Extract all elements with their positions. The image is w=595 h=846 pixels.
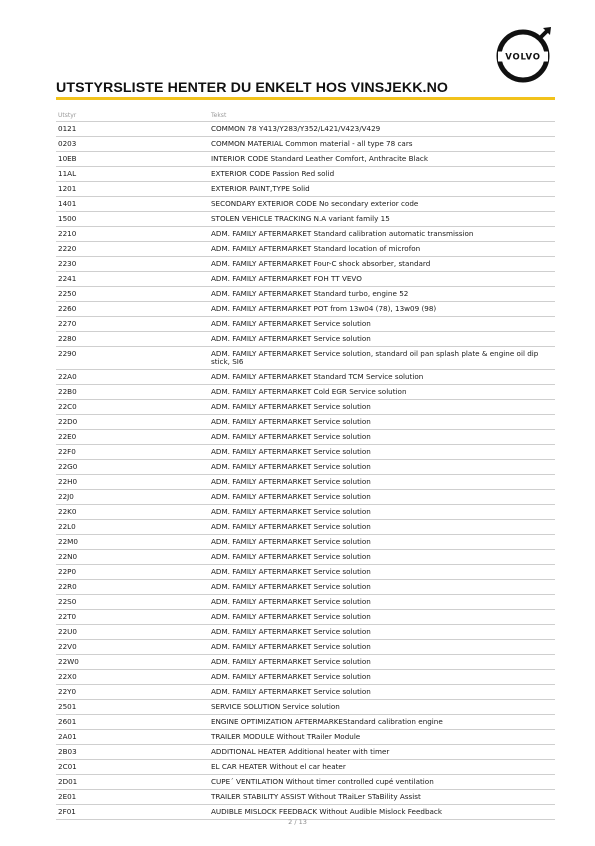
equipment-code: 22A0 [56, 370, 209, 385]
equipment-code: 22R0 [56, 580, 209, 595]
equipment-code: 2270 [56, 317, 209, 332]
equipment-code: 2501 [56, 700, 209, 715]
svg-text:VOLVO: VOLVO [505, 52, 541, 63]
equipment-code: 22Y0 [56, 685, 209, 700]
equipment-code: 22C0 [56, 400, 209, 415]
equipment-text: ADM. FAMILY AFTERMARKET Service solution [209, 580, 555, 595]
table-row [56, 287, 555, 302]
table-row [56, 610, 555, 625]
equipment-code: 22T0 [56, 610, 209, 625]
equipment-text: ADM. FAMILY AFTERMARKET Four-C shock absorber, standard [209, 257, 555, 272]
table-row [56, 460, 555, 475]
table-row [56, 655, 555, 670]
equipment-code: 22L0 [56, 520, 209, 535]
equipment-text: INTERIOR CODE Standard Leather Comfort, Anthracite Black [209, 152, 555, 167]
equipment-text: ADM. FAMILY AFTERMARKET Standard turbo, engine 52 [209, 287, 555, 302]
equipment-code: 22P0 [56, 565, 209, 580]
table-header-row [56, 109, 555, 122]
table-row [56, 227, 555, 242]
column-header-utstyr: Utstyr [56, 109, 209, 122]
equipment-text: ADM. FAMILY AFTERMARKET Service solution [209, 550, 555, 565]
equipment-code: 2210 [56, 227, 209, 242]
table-row [56, 242, 555, 257]
equipment-text: ADM. FAMILY AFTERMARKET Service solution [209, 460, 555, 475]
table-row [56, 317, 555, 332]
equipment-code: 2280 [56, 332, 209, 347]
equipment-code: 2A01 [56, 730, 209, 745]
equipment-code: 10EB [56, 152, 209, 167]
equipment-code: 22N0 [56, 550, 209, 565]
equipment-code: 2F01 [56, 805, 209, 820]
equipment-code: 2250 [56, 287, 209, 302]
table-row [56, 385, 555, 400]
table-row [56, 670, 555, 685]
table-row [56, 430, 555, 445]
table-row [56, 400, 555, 415]
equipment-code: 0121 [56, 122, 209, 137]
equipment-code: 1401 [56, 197, 209, 212]
table-row [56, 257, 555, 272]
table-row [56, 332, 555, 347]
equipment-code: 22F0 [56, 445, 209, 460]
equipment-text: ADM. FAMILY AFTERMARKET Service solution [209, 490, 555, 505]
table-row [56, 182, 555, 197]
equipment-code: 1500 [56, 212, 209, 227]
table-row [56, 137, 555, 152]
table-row [56, 302, 555, 317]
equipment-text: ADM. FAMILY AFTERMARKET Service solution [209, 565, 555, 580]
equipment-text: COMMON 78 Y413/Y283/Y352/L421/V423/V429 [209, 122, 555, 137]
table-row [56, 595, 555, 610]
equipment-text: ADM. FAMILY AFTERMARKET FOH TT VEVO [209, 272, 555, 287]
equipment-text: TRAILER STABILITY ASSIST Without TRaiLer STaBility Assist [209, 790, 555, 805]
table-row [56, 775, 555, 790]
table-row [56, 197, 555, 212]
equipment-code: 22V0 [56, 640, 209, 655]
equipment-code: 22W0 [56, 655, 209, 670]
table-row [56, 535, 555, 550]
equipment-text: CUPE´ VENTILATION Without timer controlled cupé ventilation [209, 775, 555, 790]
table-row [56, 490, 555, 505]
equipment-text: SERVICE SOLUTION Service solution [209, 700, 555, 715]
equipment-text: ADM. FAMILY AFTERMARKET Service solution [209, 475, 555, 490]
table-row [56, 520, 555, 535]
equipment-text: ADDITIONAL HEATER Additional heater with timer [209, 745, 555, 760]
table-row [56, 152, 555, 167]
equipment-code: 22K0 [56, 505, 209, 520]
equipment-text: ADM. FAMILY AFTERMARKET Service solution [209, 655, 555, 670]
equipment-text: ADM. FAMILY AFTERMARKET POT from 13w04 (78), 13w09 (98) [209, 302, 555, 317]
equipment-code: 2601 [56, 715, 209, 730]
table-row [56, 167, 555, 182]
equipment-text: SECONDARY EXTERIOR CODE No secondary exterior code [209, 197, 555, 212]
equipment-text: EXTERIOR CODE Passion Red solid [209, 167, 555, 182]
equipment-code: 22M0 [56, 535, 209, 550]
equipment-text: ADM. FAMILY AFTERMARKET Service solution [209, 400, 555, 415]
equipment-text: STOLEN VEHICLE TRACKING N.A variant family 15 [209, 212, 555, 227]
equipment-code: 2D01 [56, 775, 209, 790]
equipment-text: ADM. FAMILY AFTERMARKET Service solution [209, 625, 555, 640]
equipment-code: 2290 [56, 347, 209, 370]
table-row [56, 445, 555, 460]
table-row [56, 790, 555, 805]
table-row [56, 565, 555, 580]
table-row [56, 730, 555, 745]
table-row [56, 272, 555, 287]
equipment-code: 22X0 [56, 670, 209, 685]
table-row [56, 475, 555, 490]
table-row [56, 715, 555, 730]
equipment-text: ADM. FAMILY AFTERMARKET Cold EGR Service solution [209, 385, 555, 400]
table-row [56, 640, 555, 655]
equipment-code: 22H0 [56, 475, 209, 490]
equipment-text: ADM. FAMILY AFTERMARKET Standard calibration automatic transmission [209, 227, 555, 242]
table-row [56, 347, 555, 370]
equipment-text: ADM. FAMILY AFTERMARKET Service solution [209, 595, 555, 610]
equipment-code: 2220 [56, 242, 209, 257]
equipment-text: TRAILER MODULE Without TRailer Module [209, 730, 555, 745]
equipment-text: ADM. FAMILY AFTERMARKET Standard TCM Service solution [209, 370, 555, 385]
table-row [56, 700, 555, 715]
equipment-text: ADM. FAMILY AFTERMARKET Service solution [209, 520, 555, 535]
equipment-code: 22E0 [56, 430, 209, 445]
equipment-code: 1201 [56, 182, 209, 197]
page-number: 2 / 13 [288, 818, 307, 826]
volvo-logo-icon [494, 25, 554, 85]
table-row [56, 122, 555, 137]
table-row [56, 625, 555, 640]
title-underline [56, 97, 555, 100]
page-title: UTSTYRSLISTE HENTER DU ENKELT HOS VINSJEKK.NO [56, 80, 449, 96]
equipment-text: ADM. FAMILY AFTERMARKET Service solution [209, 640, 555, 655]
equipment-code: 0203 [56, 137, 209, 152]
equipment-code: 2C01 [56, 760, 209, 775]
equipment-code: 11AL [56, 167, 209, 182]
equipment-code: 2B03 [56, 745, 209, 760]
equipment-code: 22D0 [56, 415, 209, 430]
equipment-text: ADM. FAMILY AFTERMARKET Service solution, standard oil pan splash plate & engine oil dip stick, SI6 [209, 347, 555, 370]
table-row [56, 745, 555, 760]
column-header-tekst: Tekst [209, 109, 555, 122]
equipment-code: 2260 [56, 302, 209, 317]
table-row [56, 415, 555, 430]
equipment-table [56, 109, 555, 820]
equipment-code: 22G0 [56, 460, 209, 475]
equipment-text: AUDIBLE MISLOCK FEEDBACK Without Audible Mislock Feedback [209, 805, 555, 820]
table-row [56, 370, 555, 385]
equipment-code: 22U0 [56, 625, 209, 640]
equipment-text: ADM. FAMILY AFTERMARKET Service solution [209, 535, 555, 550]
equipment-text: ENGINE OPTIMIZATION AFTERMARKEStandard calibration engine [209, 715, 555, 730]
table-row [56, 505, 555, 520]
equipment-text: EXTERIOR PAINT,TYPE Solid [209, 182, 555, 197]
equipment-text: ADM. FAMILY AFTERMARKET Service solution [209, 610, 555, 625]
equipment-text: ADM. FAMILY AFTERMARKET Service solution [209, 670, 555, 685]
table-row [56, 550, 555, 565]
table-row [56, 760, 555, 775]
equipment-text: ADM. FAMILY AFTERMARKET Service solution [209, 415, 555, 430]
equipment-text: COMMON MATERIAL Common material - all type 78 cars [209, 137, 555, 152]
table-row [56, 212, 555, 227]
equipment-text: ADM. FAMILY AFTERMARKET Standard location of microfon [209, 242, 555, 257]
table-row [56, 580, 555, 595]
equipment-text: ADM. FAMILY AFTERMARKET Service solution [209, 445, 555, 460]
equipment-text: ADM. FAMILY AFTERMARKET Service solution [209, 505, 555, 520]
table-row [56, 685, 555, 700]
equipment-text: EL CAR HEATER Without el car heater [209, 760, 555, 775]
equipment-text: ADM. FAMILY AFTERMARKET Service solution [209, 332, 555, 347]
equipment-text: ADM. FAMILY AFTERMARKET Service solution [209, 430, 555, 445]
equipment-code: 2E01 [56, 790, 209, 805]
equipment-text: ADM. FAMILY AFTERMARKET Service solution [209, 685, 555, 700]
equipment-text: ADM. FAMILY AFTERMARKET Service solution [209, 317, 555, 332]
equipment-code: 22S0 [56, 595, 209, 610]
equipment-code: 2230 [56, 257, 209, 272]
equipment-code: 22J0 [56, 490, 209, 505]
equipment-code: 2241 [56, 272, 209, 287]
equipment-code: 22B0 [56, 385, 209, 400]
